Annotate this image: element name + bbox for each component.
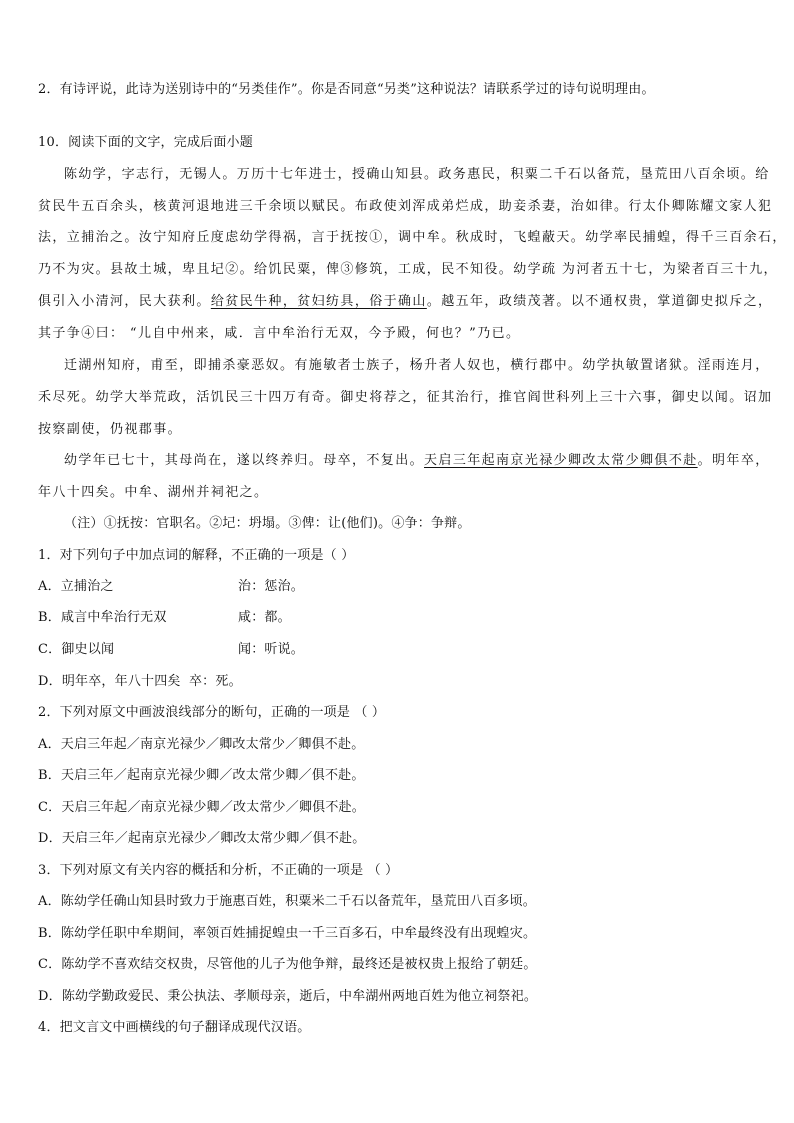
question-2-option-d: D．天启三年／起南京光禄少／卿改太常少卿／俱不赴。 bbox=[38, 831, 366, 846]
option-gloss: 咸：都。 bbox=[238, 610, 291, 625]
passage-line: 迁湖州知府，甫至，即捕杀豪恶奴。有施敏者士族子，杨升者人奴也，横行郡中。幼学执敏置诸狱。淫雨连月， bbox=[64, 358, 770, 373]
option-gloss: 卒：死。 bbox=[188, 674, 242, 689]
passage-text: 幼学年已七十，其母尚在，遂以终养归。母卒，不复出。 bbox=[64, 453, 425, 468]
question-poem-2: 2．有诗评说，此诗为送别诗中的“另类佳作”。你是否同意“另类”这种说法？请联系学过的诗句说明理由。 bbox=[38, 82, 655, 97]
question-2-option-b: B．天启三年／起南京光禄少卿／改太常少卿／俱不赴。 bbox=[38, 768, 365, 783]
option-text: A．立捕治之 bbox=[38, 579, 114, 594]
question-3-option-c: C．陈幼学不喜欢结交权贵，尽管他的儿子为他争辩，最终还是被权贵上报给了朝廷。 bbox=[38, 957, 537, 972]
question-1-option-b bbox=[38, 608, 768, 628]
passage-text: 。越五年，政绩茂著。以不通权贵，掌道御史拟斥之， bbox=[426, 294, 773, 309]
question-2-option-c: C．天启三年起／南京光禄少卿／改太常少／卿俱不赴。 bbox=[38, 800, 365, 815]
section-heading: 10．阅读下面的文字，完成后面小题 bbox=[38, 135, 253, 150]
question-2-stem: 2．下列对原文中画波浪线部分的断句，正确的一项是 （ ） bbox=[38, 705, 386, 720]
option-text: D．明年卒，年八十四矣 bbox=[38, 674, 181, 689]
passage-line: 按察副使，仍视郡事。 bbox=[38, 422, 183, 437]
question-3-stem: 3．下列对原文有关内容的概括和分析，不正确的一项是 （ ） bbox=[38, 863, 399, 878]
option-gloss: 治：惩治。 bbox=[238, 579, 305, 594]
question-4-stem: 4．把文言文中画横线的句子翻译成现代汉语。 bbox=[38, 1020, 311, 1035]
passage-line: 贫民牛五百余头，核黄河退地进三千余顷以赋民。布政使刘浑成弟烂成，助妾杀妻，治如律。行太仆卿陈耀文家人犯 bbox=[38, 199, 773, 214]
wavy-underlined-sentence: 天启三年起南京光禄少卿改太常少卿俱不赴 bbox=[424, 453, 698, 468]
question-2-option-a: A．天启三年起／南京光禄少／卿改太常少／卿俱不赴。 bbox=[38, 737, 365, 752]
passage-line: 禾尽死。幼学大举荒政，活饥民三十四万有奇。御史将荐之，征其治行，推官阎世科列上三十六事，御史以闻。诏加 bbox=[38, 390, 773, 405]
passage-line: 法，立捕治之。汝宁知府丘度虑幼学得祸，言于抚按①，调中牟。秋成时，飞蝗蔽天。幼学率民捕蝗，得千三百余石， bbox=[38, 230, 787, 245]
passage-note: （注）①抚按：官职名。②圮：坍塌。③俾：让(他们)。④争：争辩。 bbox=[64, 516, 471, 531]
question-1-stem: 1．对下列句子中加点词的解释，不正确的一项是（ ） bbox=[38, 548, 355, 563]
passage-line: 其子争④曰： “儿自中州来，咸．言中牟治行无双，今予殿，何也？”乃已。 bbox=[38, 326, 521, 341]
passage-line: 乃不为灾。县故土城，卑且圮②。给饥民粟，俾③修筑，工成，民不知役。幼学疏 为河者五十七，为梁者百三十九， bbox=[38, 262, 778, 277]
passage-text: 俱引入小清河，民大获利。 bbox=[38, 294, 211, 309]
passage-line: 陈幼学，字志行，无锡人。万历十七年进士，授确山知县。政务惠民，积粟二千石以备荒，垦荒田八百余顷。给 bbox=[64, 167, 770, 182]
question-3-option-d: D．陈幼学勤政爱民、秉公执法、孝顺母亲，逝后，中牟湖州两地百姓为他立祠祭祀。 bbox=[38, 989, 538, 1004]
question-3-option-b: B．陈幼学任职中牟期间，率领百姓捕捉蝗虫一千三百多石，中牟最终没有出现蝗灾。 bbox=[38, 926, 537, 941]
passage-text: 。明年卒， bbox=[697, 453, 770, 468]
question-1-option-d bbox=[38, 672, 768, 692]
option-text: B．咸言中牟治行无双 bbox=[38, 610, 167, 625]
option-gloss: 闻：听说。 bbox=[238, 642, 305, 657]
passage-line bbox=[38, 292, 773, 312]
option-text: C．御史以闻 bbox=[38, 642, 115, 657]
passage-line bbox=[64, 451, 794, 471]
question-1-option-c bbox=[38, 640, 768, 660]
underlined-sentence: 给贫民牛种，贫妇纺具，俗于确山 bbox=[210, 294, 427, 309]
passage-line: 年八十四矣。中牟、湖州并祠祀之。 bbox=[38, 485, 269, 500]
question-3-option-a: A．陈幼学任确山知县时致力于施惠百姓，积粟米二千石以备荒年，垦荒田八百多顷。 bbox=[38, 894, 536, 909]
question-1-option-a bbox=[38, 577, 768, 597]
